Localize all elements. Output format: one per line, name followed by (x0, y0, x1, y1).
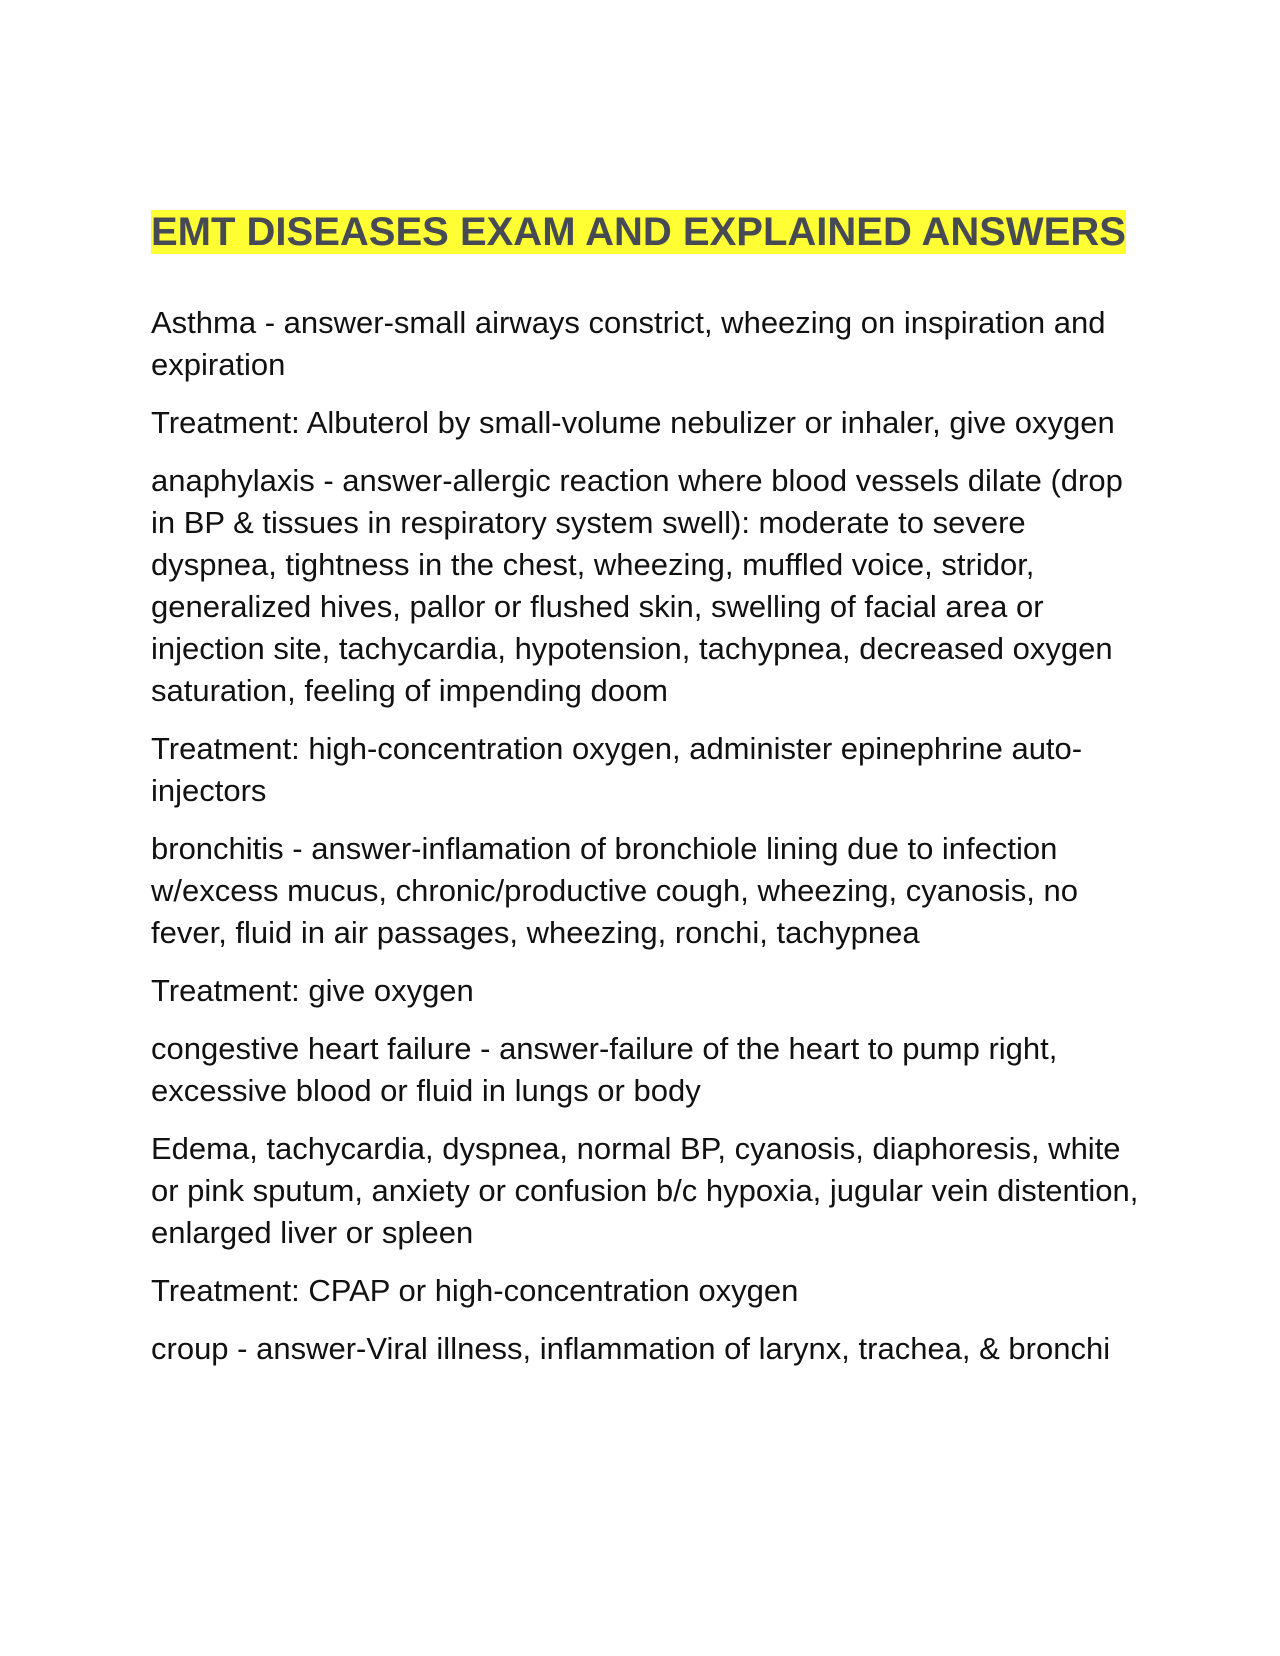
paragraph-chf-signs: Edema, tachycardia, dyspnea, normal BP, cyanosis, diaphoresis, white or pink sputum, anxiety or confusion b/c hypoxia, jugular vein distention, enlarged liver or spleen (151, 1131, 1139, 1250)
paragraph-bronchitis: bronchitis - answer-inflamation of bronchiole lining due to infection w/excess mucus, chronic/productive cough, wheezing, cyanosis, no fever, fluid in air passages, wheezing, ronchi, tachypnea (151, 831, 1079, 950)
paragraph-chf-treatment: Treatment: CPAP or high-concentration oxygen (151, 1273, 799, 1308)
paragraph-anaphylaxis: anaphylaxis - answer-allergic reaction where blood vessels dilate (drop in BP & tissues in respiratory system swell): moderate to severe dyspnea, tightness in the chest, wheezing, muffled voice, stridor, generalized hives, pallor or flushed skin, swelling of facial area or injection site, tachycardia, hypotension, tachypnea, decreased oxygen saturation, feeling of impending doom (151, 463, 1123, 708)
document-title (151, 208, 1141, 257)
paragraph-asthma-treatment: Treatment: Albuterol by small-volume nebulizer or inhaler, give oxygen (151, 405, 1115, 440)
paragraph-chf: congestive heart failure - answer-failure of the heart to pump right, excessive blood or fluid in lungs or body (151, 1031, 1058, 1108)
document-body (151, 302, 1141, 1370)
paragraph-bronchitis-treatment: Treatment: give oxygen (151, 973, 474, 1008)
paragraph-asthma: Asthma - answer-small airways constrict, wheezing on inspiration and expiration (151, 305, 1106, 382)
document-page (151, 208, 1141, 1386)
paragraph-croup: croup - answer-Viral illness, inflammation of larynx, trachea, & bronchi (151, 1331, 1111, 1366)
title-highlight: EMT DISEASES EXAM AND EXPLAINED ANSWERS (151, 210, 1126, 254)
paragraph-anaphylaxis-treatment: Treatment: high-concentration oxygen, administer epinephrine auto-injectors (151, 731, 1083, 808)
